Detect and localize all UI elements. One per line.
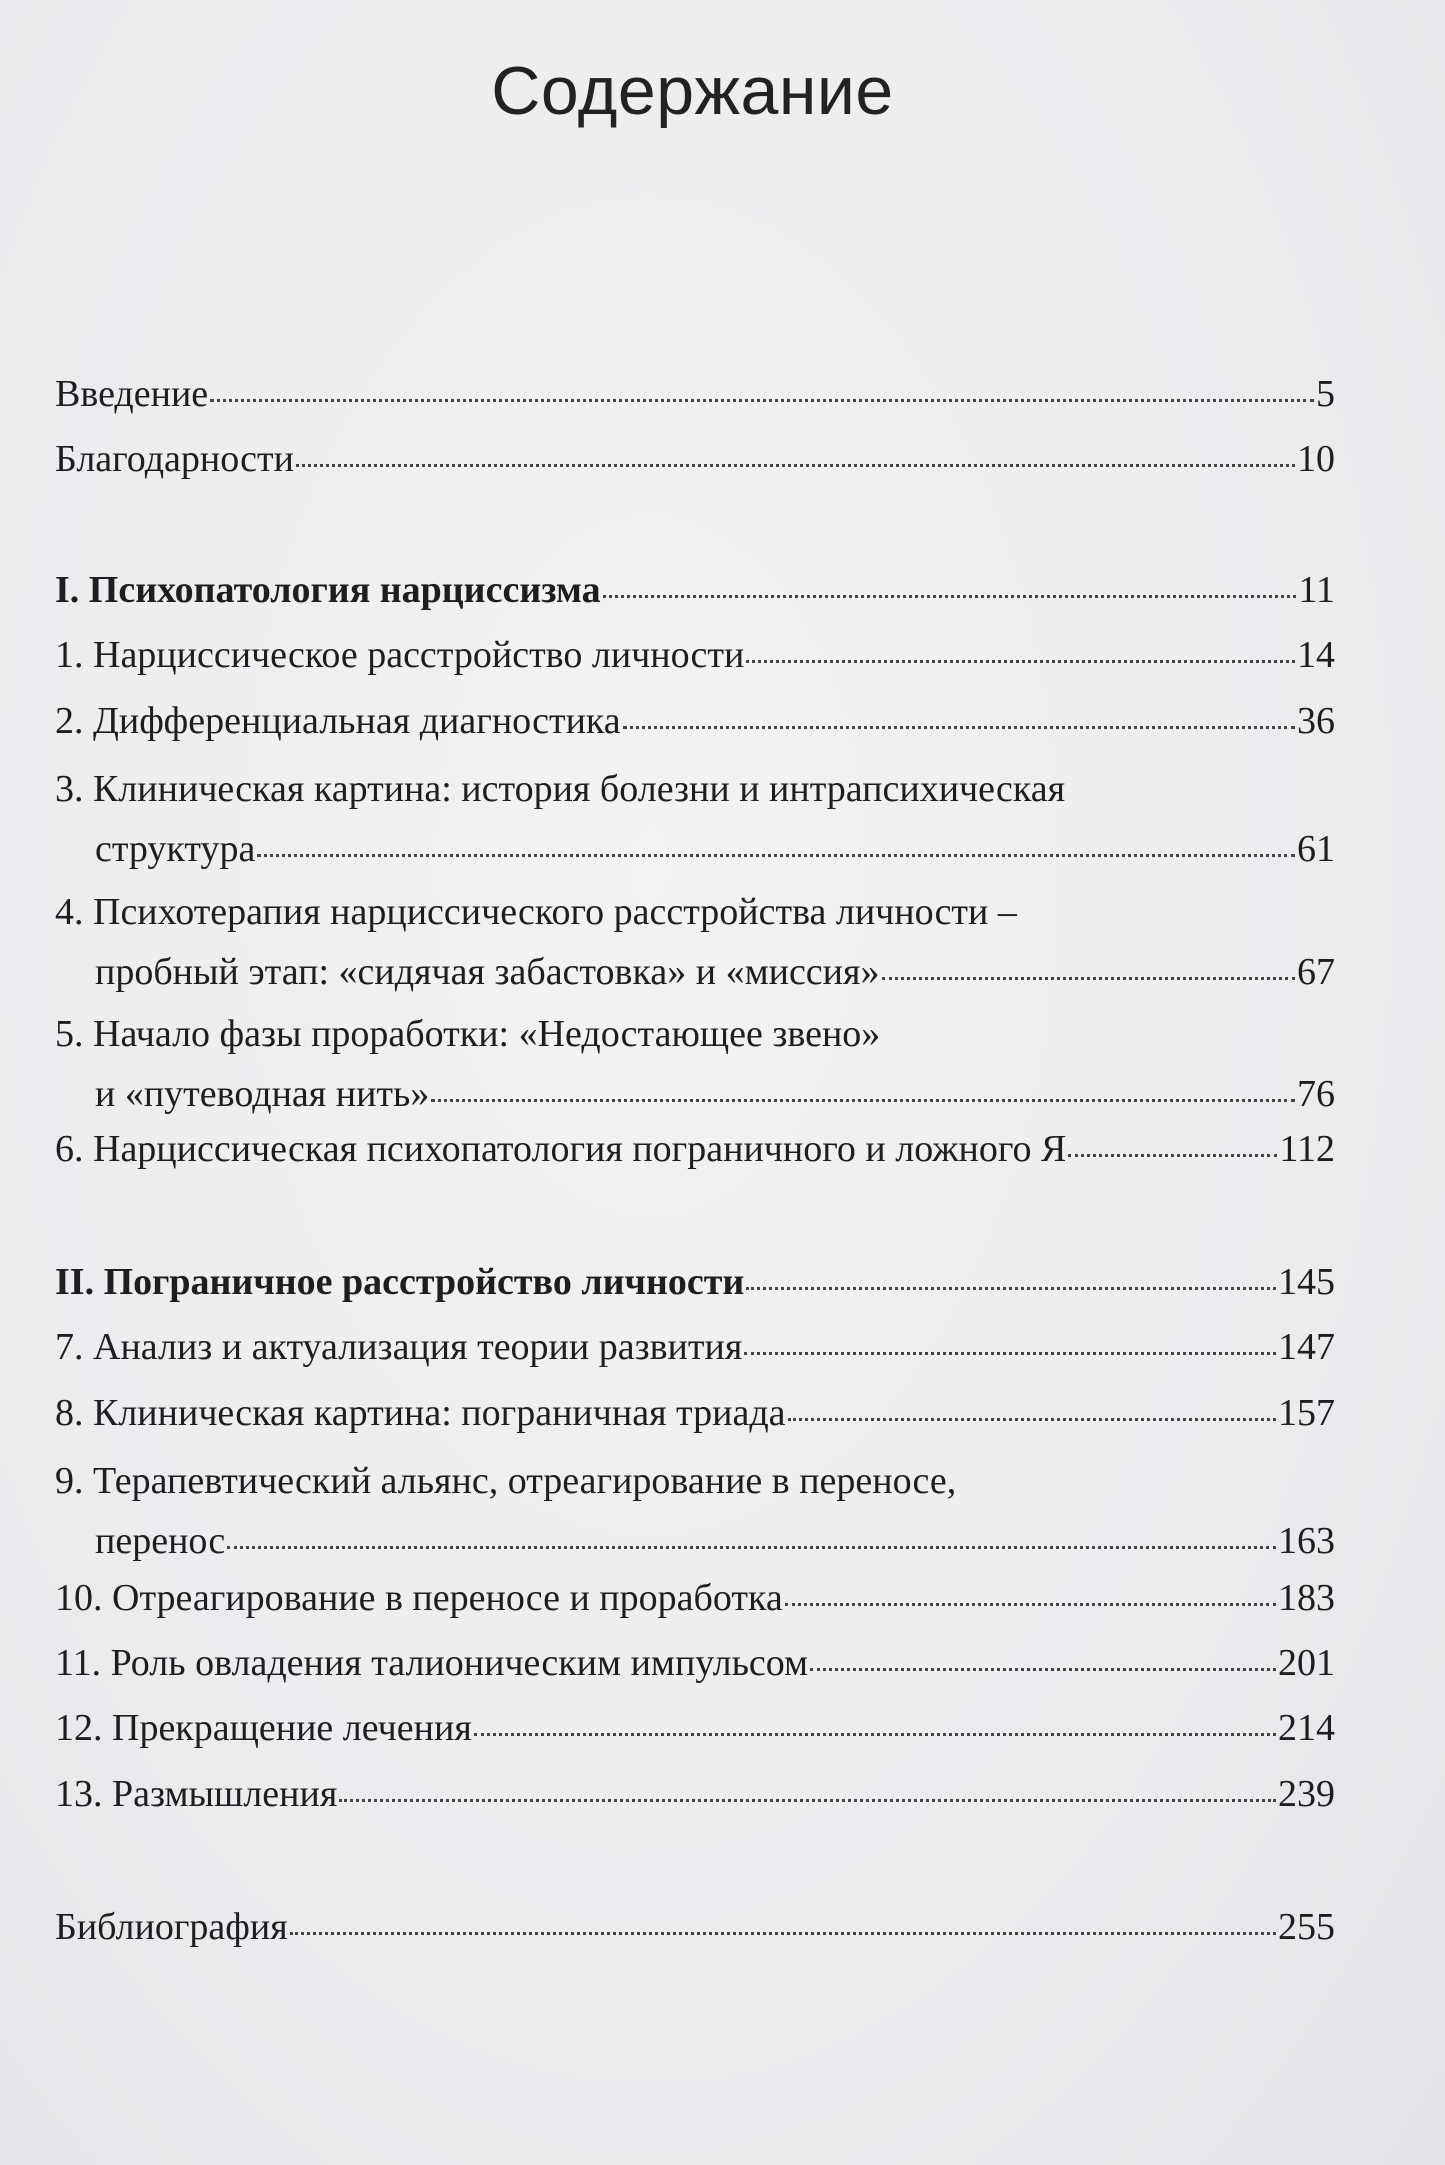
toc-entry-acknowledgements[interactable] [55, 429, 1335, 489]
toc-chapter-8[interactable] [55, 1383, 1335, 1443]
toc-entry-label: Благодарности [55, 438, 294, 480]
toc-page-number: 112 [1279, 1128, 1335, 1170]
toc-chapter-10[interactable] [55, 1568, 1335, 1628]
dot-leader [290, 1932, 1276, 1935]
toc-part-1[interactable] [55, 560, 1335, 620]
toc-page-number: 11 [1298, 569, 1335, 611]
toc-entry-label: 10. Отреагирование в переносе и проработка [55, 1577, 783, 1619]
toc-entry-label: Библиография [55, 1906, 288, 1948]
dot-leader [746, 660, 1295, 663]
toc-entry-label-line1: 9. Терапевтический альянс, отреагирование в переносе, [55, 1460, 957, 1502]
dot-leader [623, 726, 1295, 729]
toc-page-number: 67 [1297, 951, 1335, 993]
toc-page-number: 10 [1297, 438, 1335, 480]
toc-page-number: 147 [1278, 1326, 1335, 1368]
dot-leader [339, 1799, 1276, 1802]
toc-entry-label: Введение [55, 373, 209, 415]
dot-leader [882, 977, 1296, 980]
toc-entry-introduction[interactable] [55, 364, 1335, 424]
toc-chapter-12[interactable] [55, 1698, 1335, 1758]
dot-leader [603, 595, 1297, 598]
toc-entry-label: 1. Нарциссическое расстройство личности [55, 634, 745, 676]
toc-entry-label: 6. Нарциссическая психопатология пограничного и ложного Я [55, 1128, 1067, 1170]
toc-chapter-5[interactable] [55, 1004, 1335, 1124]
toc-page-number: 239 [1278, 1773, 1335, 1815]
toc-chapter-6[interactable] [55, 1119, 1335, 1179]
toc-chapter-11[interactable] [55, 1633, 1335, 1693]
toc-page-number: 183 [1278, 1577, 1335, 1619]
toc-page-number: 14 [1297, 634, 1335, 676]
toc-entry-label: пробный этап: «сидячая забастовка» и «миссия» [95, 951, 880, 993]
toc-entry-label: и «путеводная нить» [95, 1073, 430, 1115]
toc-entry-label: 7. Анализ и актуализация теории развития [55, 1326, 743, 1368]
toc-entry-label: 12. Прекращение лечения [55, 1707, 472, 1749]
toc-page-number: 36 [1297, 700, 1335, 742]
toc-page-number: 255 [1278, 1906, 1335, 1948]
dot-leader [431, 1099, 1295, 1102]
toc-chapter-4[interactable] [55, 882, 1335, 1002]
toc-entry-label: 13. Размышления [55, 1773, 338, 1815]
toc-page-number: 214 [1278, 1707, 1335, 1749]
toc-part-label: I. Психопатология нарциссизма [55, 569, 601, 611]
page-title: Содержание [491, 53, 894, 129]
dot-leader [257, 854, 1295, 857]
dot-leader [227, 1546, 1276, 1549]
toc-entry-bibliography[interactable] [55, 1897, 1335, 1957]
toc-entry-label: 8. Клиническая картина: пограничная триада [55, 1392, 786, 1434]
dot-leader [474, 1733, 1276, 1736]
toc-page-number: 201 [1278, 1642, 1335, 1684]
dot-leader [744, 1352, 1276, 1355]
toc-entry-label: 11. Роль овладения талионическим импульсом [55, 1642, 809, 1684]
toc-part-2[interactable] [55, 1252, 1335, 1312]
toc-page-number: 76 [1297, 1073, 1335, 1115]
toc-page-number: 163 [1278, 1520, 1335, 1562]
toc-entry-label: 2. Дифференциальная диагностика [55, 700, 621, 742]
dot-leader [810, 1668, 1276, 1671]
toc-chapter-3[interactable] [55, 759, 1335, 879]
toc-chapter-9[interactable] [55, 1451, 1335, 1571]
dot-leader [1068, 1154, 1277, 1157]
toc-entry-label: структура [95, 828, 256, 870]
toc-entry-label-line1: 5. Начало фазы проработки: «Недостающее звено» [55, 1013, 881, 1055]
toc-chapter-13[interactable] [55, 1764, 1335, 1824]
toc-chapter-2[interactable] [55, 691, 1335, 751]
dot-leader [296, 464, 1295, 467]
toc-page-number: 61 [1297, 828, 1335, 870]
dot-leader [788, 1418, 1276, 1421]
toc-page-number: 5 [1316, 373, 1335, 415]
dot-leader [746, 1287, 1276, 1290]
toc-part-label: II. Пограничное расстройство личности [55, 1261, 745, 1303]
toc-entry-label-line1: 3. Клиническая картина: история болезни и интрапсихическая [55, 768, 1066, 810]
toc-chapter-7[interactable] [55, 1317, 1335, 1377]
toc-page-number: 157 [1278, 1392, 1335, 1434]
dot-leader [210, 399, 1314, 402]
toc-chapter-1[interactable] [55, 625, 1335, 685]
dot-leader [785, 1603, 1276, 1606]
toc-entry-label: перенос [95, 1520, 226, 1562]
toc-page-number: 145 [1278, 1261, 1335, 1303]
toc-entry-label-line1: 4. Психотерапия нарциссического расстройства личности – [55, 891, 1017, 933]
